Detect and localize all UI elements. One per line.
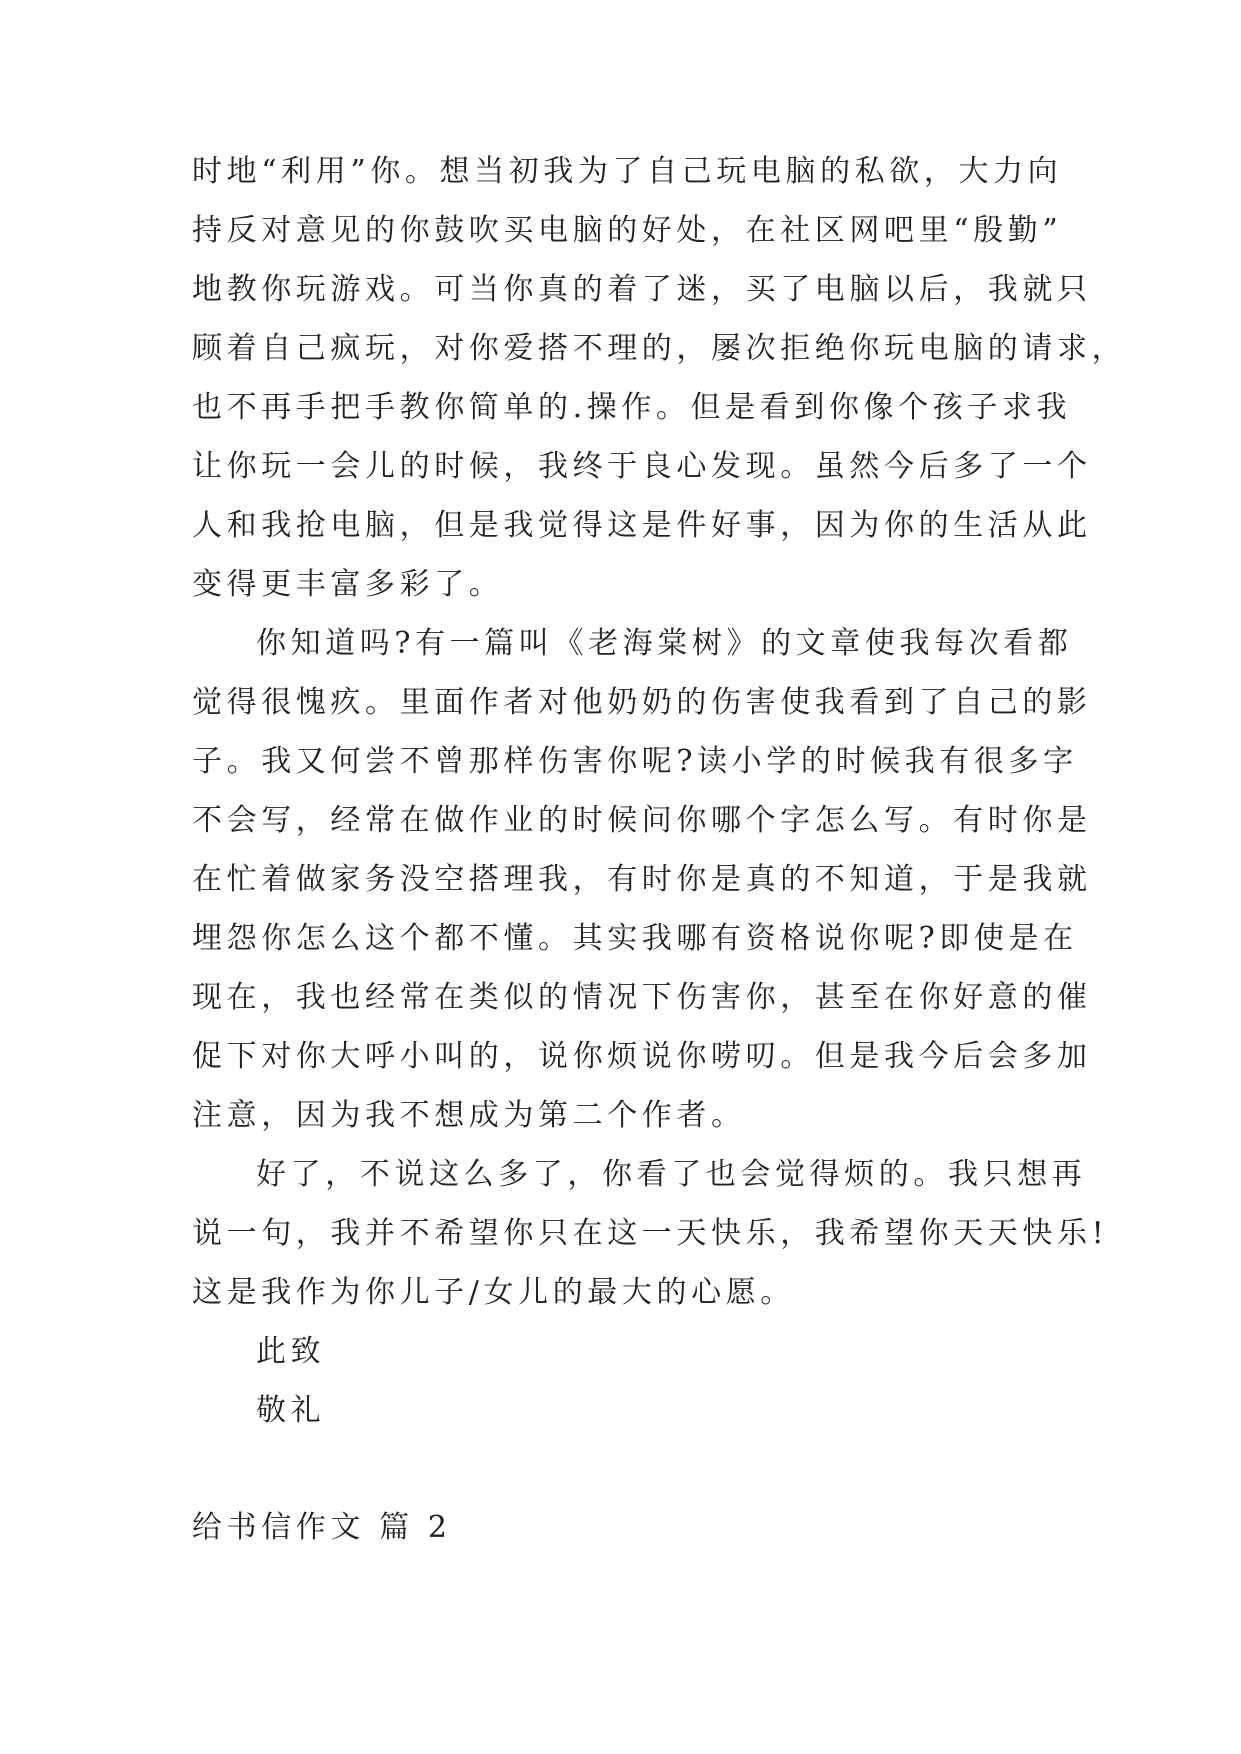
section-heading: 给书信作文 篇 2: [192, 1510, 452, 1545]
text-line: 埋怨你怎么这个都不懂。其实我哪有资格说你呢?即使是在: [192, 921, 1078, 956]
closing-salutation: 此致: [256, 1334, 326, 1369]
text-line: 注意，因为我不想成为第二个作者。: [192, 1098, 746, 1133]
text-line: 时地“利用”你。想当初我为了自己玩电脑的私欲，大力向: [192, 154, 1063, 189]
text-line: 顾着自己疯玩，对你爱搭不理的，屡次拒绝你玩电脑的请求，: [192, 331, 1127, 366]
closing-regards: 敬礼: [256, 1393, 326, 1428]
text-line: 现在，我也经常在类似的情况下伤害你，甚至在你好意的催: [192, 980, 1092, 1015]
text-line: 人和我抢电脑，但是我觉得这是件好事，因为你的生活从此: [192, 508, 1092, 543]
text-line: 不会写，经常在做作业的时候问你哪个字怎么写。有时你是: [192, 803, 1092, 838]
text-line: 子。我又何尝不曾那样伤害你呢?读小学的时候我有很多字: [192, 744, 1078, 779]
text-line: 变得更丰富多彩了。: [192, 567, 504, 602]
text-line: 地教你玩游戏。可当你真的着了迷，买了电脑以后，我就只: [192, 272, 1092, 307]
text-line: 持反对意见的你鼓吹买电脑的好处，在社区网吧里“殷勤”: [192, 213, 1063, 248]
text-line: 说一句，我并不希望你只在这一天快乐，我希望你天天快乐!: [192, 1216, 1109, 1251]
paragraph-start-line: 你知道吗?有一篇叫《老海棠树》的文章使我每次看都: [256, 626, 1073, 661]
text-line: 觉得很愧疚。里面作者对他奶奶的伤害使我看到了自己的影: [192, 685, 1092, 720]
text-line: 促下对你大呼小叫的，说你烦说你唠叨。但是我今后会多加: [192, 1039, 1092, 1074]
text-line: 这是我作为你儿子/女儿的最大的心愿。: [192, 1275, 795, 1310]
text-line: 也不再手把手教你简单的.操作。但是看到你像个孩子求我: [192, 390, 1072, 425]
text-line: 在忙着做家务没空搭理我，有时你是真的不知道，于是我就: [192, 862, 1092, 897]
paragraph-start-line: 好了，不说这么多了，你看了也会觉得烦的。我只想再: [256, 1157, 1087, 1192]
text-line: 让你玩一会儿的时候，我终于良心发现。虽然今后多了一个: [192, 449, 1092, 484]
